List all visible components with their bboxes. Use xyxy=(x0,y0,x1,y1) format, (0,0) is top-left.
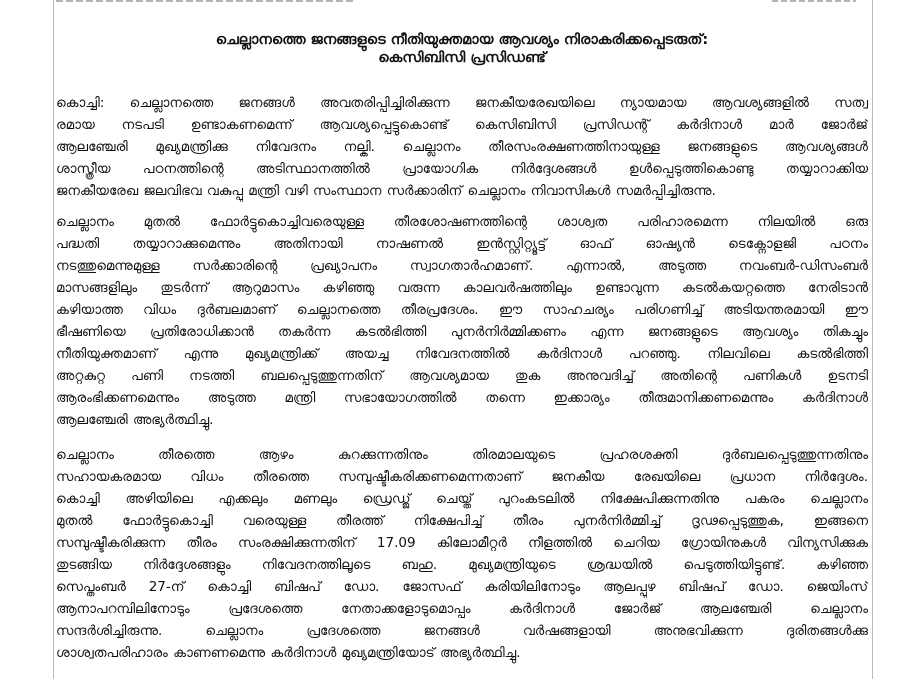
paragraph-line: രമായ നടപടി ഉണ്ടാകണമെന്ന് ആവശ്യപ്പെട്ടുകൊണ്ട് കെസിബിസി പ്രസിഡന്റ് കർദിനാൾ മാർ ജോർജ് xyxy=(56,117,868,133)
paragraph-line: ജനകീയരേഖ ജലവിഭവ വകുപ്പു മന്ത്രി വഴി സംസ്ഥാന സർക്കാരിന് ചെല്ലാനം നിവാസികൾ സമർപ്പിച്ചിരുന്നു. xyxy=(56,183,716,199)
headline-line-2: കെസിബിസി പ്രസിഡണ്ട് xyxy=(378,50,546,66)
paragraph-line: ആലഞ്ചേരി അഭ്യർത്ഥിച്ചു. xyxy=(56,412,214,428)
page-right-border xyxy=(872,0,873,679)
paragraph-2 xyxy=(56,211,868,431)
headline-line-1: ചെല്ലാനത്തെ ജനങ്ങളുടെ നീതിയുക്തമായ ആവശ്യം നിരാകരിക്കപ്പെടരുത്: xyxy=(215,32,709,48)
paragraph-line: അറ്റകുറ്റ പണി നടത്തി ബലപ്പെടുത്തുന്നതിന് ആവശ്യമായ തുക അനുവദിച്ച് അതിന്റെ പണികൾ ഉടനടി xyxy=(56,368,868,384)
cropped-header-text-left xyxy=(56,0,356,2)
paragraph-line: നടത്തുമെന്നുമുള്ള സർക്കാരിന്റെ പ്രഖ്യാപനം സ്വാഗതാർഹമാണ്. എന്നാൽ, അടുത്ത നവംബർ-ഡിസംബർ xyxy=(56,258,868,274)
paragraph-line: ശാശ്വതപരിഹാരം കാണണമെന്നു കർദിനാൾ മുഖ്യമന്ത്രിയോട് അഭ്യർത്ഥിച്ചു. xyxy=(56,645,521,661)
paragraph-line: നീതിയുക്തമാണ് എന്നു മുഖ്യമന്ത്രിക്ക് അയച്ച നിവേദനത്തിൽ കർദിനാൾ പറഞ്ഞു. നിലവിലെ കടൽഭിത്തി xyxy=(56,346,868,362)
paragraph-line: തുടങ്ങിയ നിർദ്ദേശങ്ങളും നിവേദനത്തിലൂടെ ബഹു. മുഖ്യമന്ത്രിയുടെ ശ്രദ്ധയിൽ പെടുത്തിയിട്ടുണ്ട്. കഴിഞ്ഞ xyxy=(56,557,868,573)
paragraph-line: കഴിയാത്ത വിധം ദുർബലമാണ് ചെല്ലാനത്തെ തീരപ്രദേശം. ഈ സാഹചര്യം പരിഗണിച്ച് അടിയന്തരമായി ഈ xyxy=(56,302,868,318)
paragraph-line: മുതൽ ഫോർട്ടുകൊച്ചി വരെയുള്ള തീരത്ത് നിക്ഷേപിച്ച് തീരം പുനർനിർമ്മിച്ച് ദൃഢപ്പെടുത്തുക, ഇങ്ങനെ xyxy=(56,513,868,529)
paragraph-3 xyxy=(56,444,868,664)
paragraph-line: സഹായകരമായ വിധം തീരത്തെ സമ്പുഷ്ടീകരിക്കണമെന്നതാണ് ജനകീയ രേഖയിലെ പ്രധാന നിർദ്ദേശം. xyxy=(56,469,868,485)
paragraph-line: കൊച്ചി: ചെല്ലാനത്തെ ജനങ്ങൾ അവതരിപ്പിച്ചിരിക്കുന്ന ജനകീയരേഖയിലെ ന്യായമായ ആവശ്യങ്ങളിൽ സത്വ xyxy=(56,95,868,111)
paragraph-line: സന്ദർശിച്ചിരുന്നു. ചെല്ലാനം പ്രദേശത്തെ ജനങ്ങൾ വർഷങ്ങളായി അനുഭവിക്കുന്ന ദുരിതങ്ങൾക്കു xyxy=(56,623,868,639)
paragraph-line: മാസങ്ങളിലും തുടർന്ന് ആറുമാസം കഴിഞ്ഞു വരുന്ന കാലവർഷത്തിലും ഉണ്ടാവുന്ന കടൽകയറ്റത്തെ നേരിടാൻ xyxy=(56,280,868,296)
paragraph-line: ആലഞ്ചേരി മുഖ്യമന്ത്രിക്കു നിവേദനം നല്കി. ചെല്ലാനം തീരസംരക്ഷണത്തിനായുള്ള ജനങ്ങളുടെ ആവശ്യങ്ങൾ xyxy=(56,139,868,155)
cropped-header-text-right xyxy=(772,0,856,2)
paragraph-line: ആരംഭിക്കണമെന്നും അടുത്ത മന്ത്രി സഭായോഗത്തിൽ തന്നെ ഇക്കാര്യം തീരുമാനിക്കണമെന്നും കർദിനാൾ xyxy=(56,390,868,406)
paragraph-line: സമ്പുഷ്ടീകരിക്കുന്ന തീരം സംരക്ഷിക്കുന്നതിന് 17.09 കിലോമീറ്റർ നീളത്തിൽ ചെറിയ ഗ്രോയിനുകൾ വിന്യസിക്കുക xyxy=(56,535,868,551)
paragraph-line: ശാസ്ത്രീയ പഠനത്തിന്റെ അടിസ്ഥാനത്തിൽ പ്രായോഗിക നിർദ്ദേശങ്ങൾ ഉൾപ്പെടുത്തികൊണ്ടു തയ്യാറാക്കിയ xyxy=(56,161,868,177)
paragraph-line: സെപ്തംബർ 27-ന് കൊച്ചി ബിഷപ് ഡോ. ജോസഫ് കരിയിലിനോടും ആലപ്പുഴ ബിഷപ് ഡോ. ജെയിംസ് xyxy=(56,579,868,595)
paragraph-line: ആനാപറമ്പിലിനോടും പ്രദേശത്തെ നേതാക്കളോടുമൊപ്പം കർദിനാൾ ജോർജ് ആലഞ്ചേരി ചെല്ലാനം xyxy=(56,601,868,617)
page-left-border xyxy=(53,0,54,679)
paragraph-line: ചെല്ലാനം മുതൽ ഫോർട്ടുകൊച്ചിവരെയുള്ള തീരശോഷണത്തിന്റെ ശാശ്വത പരിഹാരമെന്ന നിലയിൽ ഒരു xyxy=(56,214,868,230)
cropped-header-strip xyxy=(0,0,904,4)
paragraph-line: പദ്ധതി തയ്യാറാക്കുമെന്നും അതിനായി നാഷണൽ ഇൻസ്റ്റിറ്റ്യൂട്ട് ഓഫ് ഓഷ്യൻ ടെക്നോളജി പഠനം xyxy=(56,236,868,252)
paragraph-line: ചെല്ലാനം തീരത്തെ ആഴം കുറക്കുന്നതിനും തിരമാലയുടെ പ്രഹരശക്തി ദുർബലപ്പെടുത്തുന്നതിനും xyxy=(56,447,868,463)
paragraph-line: ഭീഷണിയെ പ്രതിരോധിക്കാൻ തകർന്ന കടൽഭിത്തി പുനർനിർമ്മിക്കണം എന്ന ജനങ്ങളുടെ ആവശ്യം തികച്ചും xyxy=(56,324,868,340)
paragraph-line: കൊച്ചി അഴിയിലെ എക്കലും മണലും ഡ്രെഡ്ജ് ചെയ്ത് പുറംകടലിൽ നിക്ഷേപിക്കുന്നതിനു പകരം ചെല്ലാനം xyxy=(56,491,868,507)
paragraph-1 xyxy=(56,92,868,202)
